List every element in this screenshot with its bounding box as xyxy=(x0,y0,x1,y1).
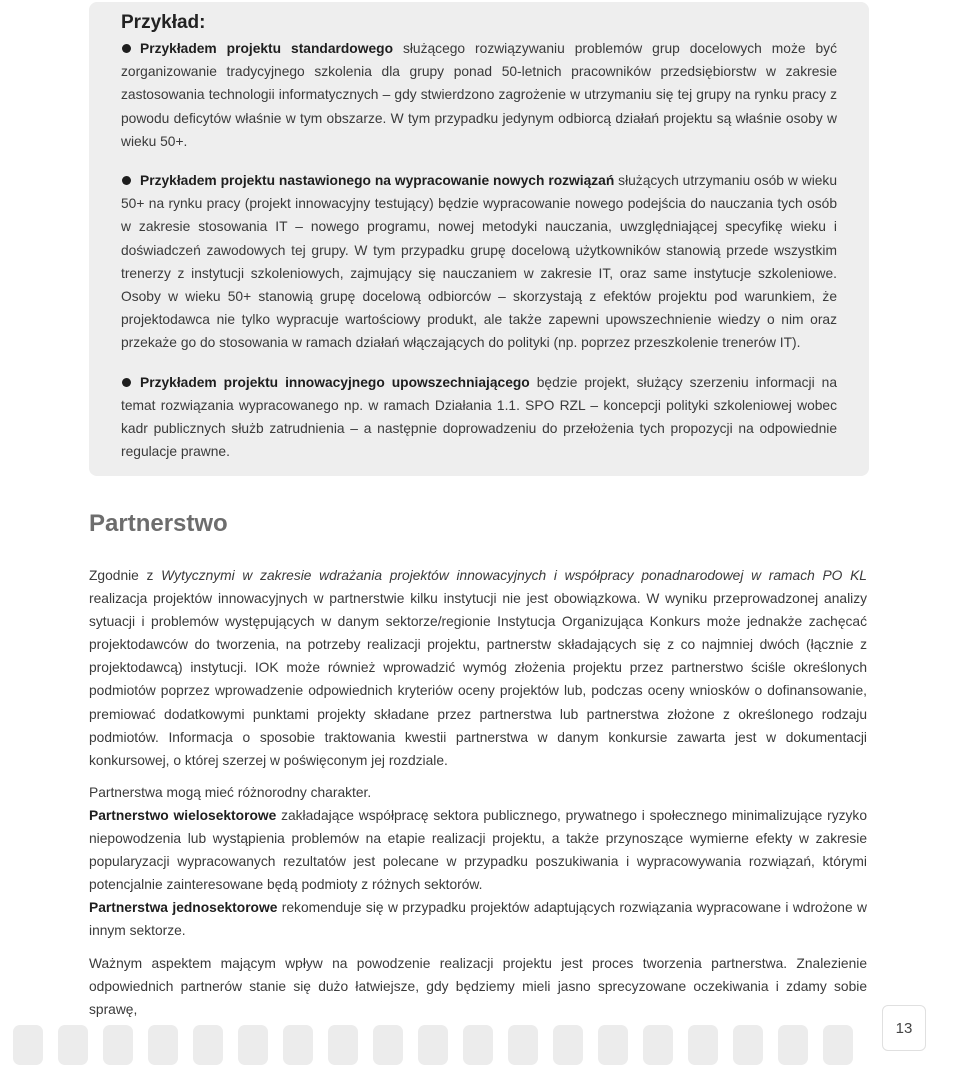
bullet-icon xyxy=(122,378,131,387)
multisector-term: Partnerstwo wielosektorowe xyxy=(89,807,277,823)
closing-paragraph: Ważnym aspektem mającym wpływ na powodzenie realizacji projektu jest proces tworzenia partnerstwa. Znalezienie odpowiednich partnerów stanie się dużo łatwiejsze, gdy będziemy mieli jasno sprecyzowane oczekiwania i zdamy sobie sprawę, xyxy=(89,955,867,1017)
footer-tab-square xyxy=(553,1025,583,1065)
footer-tab-square xyxy=(148,1025,178,1065)
example-item-bold: Przykładem projektu nastawionego na wypracowanie nowych rozwiązań xyxy=(140,173,615,189)
footer-tab-square xyxy=(58,1025,88,1065)
footer-tab-square xyxy=(238,1025,268,1065)
intro-rest: realizacja projektów innowacyjnych w partnerstwie kilku instytucji nie jest obowiązkowa. W wyniku przeprowadzonej analizy sytuacji i problemów występujących w danym sektorze/regionie Instytucja Organizująca Konkurs może jednakże zachęcać projektodawców do tworzenia, na potrzeby realizacji projektu, partnerstw składających się z co najmniej dwóch (łącznie z projektodawcą) instytucji. IOK może również wprowadzić wymóg złożenia projektu przez partnerstwo ściśle określonych podmiotów poprzez wprowadzenie odpowiednich kryteriów oceny projektów lub, podczas oceny wniosków o dofinansowanie, premiować dodatkowymi punktami projekty składane przez partnerstwa lub partnerstwa złożone z określonego rodzaju podmiotów. Informacja o sposobie traktowania kwestii partnerstwa w danym konkursie zawarta jest w dokumentacji konkursowej, o której szerzej w poświęconym jej rozdziale. xyxy=(89,591,867,768)
footer-tab-square xyxy=(373,1025,403,1065)
example-item-standard xyxy=(121,37,837,153)
single-sector-text: rekomenduje się w przypadku projektów adaptujących rozwiązania wypracowane i wdrożone w innym sektorze. xyxy=(89,900,867,939)
multisector-paragraph xyxy=(89,804,867,896)
footer-tab-square xyxy=(283,1025,313,1065)
intro-guidelines-title: Wytycznymi w zakresie wdrażania projektów innowacyjnych i współpracy ponadnarodowej w ramach PO KL xyxy=(161,568,867,583)
example-box xyxy=(89,2,869,476)
intro-paragraph xyxy=(89,564,867,772)
example-item-text: będzie projekt, służący szerzeniu informacji na temat rozwiązania wypracowanego np. w ramach Działania 1.1. SPO RZL – koncepcji polityki szkoleniowej wobec kadr publicznych służb zatrudnienia – a następnie doprowadzeniu do przełożenia tych propozycji na odpowiednie regulacje prawne. xyxy=(121,374,838,460)
footer-tab-square xyxy=(328,1025,358,1065)
example-item-text: służących utrzymaniu osób w wieku 50+ na rynku pracy (projekt innowacyjny testujący) będzie wypracowanie nowego podejścia do nauczania tych osób w zakresie stosowania IT – nowego programu, nowej metodyki nauczania, uwzględniającej specyfikę wieku i doświadczeń zawodowych tej grupy. W tym przypadku grupę docelową użytkowników stanowią przede wszystkim trenerzy z instytucji szkoleniowych, zajmujący się nauczaniem w zakresie IT, oraz same instytucje szkoleniowe. Osoby w wieku 50+ stanowią grupę docelową odbiorców – skorzystają z efektów projektu pod warunkiem, że projektodawca nie tylko wypracuje wartościowy produkt, ale także zapewni upowszechnienie wiedzy o nim oraz przekaże go do stosowania w ramach działań włączających do polityki (np. poprzez przeszkolenie trenerów IT). xyxy=(121,173,838,351)
example-item-bold: Przykładem projektu standardowego xyxy=(140,41,393,56)
multisector-text: zakładające współpracę sektora publicznego, prywatnego i społecznego minimalizujące ryzyko niepowodzenia lub wystąpienia problemów na etapie realizacji projektu, a także przynoszące wymierne efekty w zakresie popularyzacji wypracowanych rezultatów jest polecane w przypadku poszukiwania i wypracowywania rozwiązań, którymi potencjalnie zainteresowane będą podmioty z różnych sektorów. xyxy=(89,807,867,893)
footer-tab-square xyxy=(103,1025,133,1065)
page-number: 13 xyxy=(882,1005,926,1051)
footer-tab-square xyxy=(823,1025,853,1065)
single-sector-term: Partnerstwa jednosektorowe xyxy=(89,900,278,916)
example-item-dissemination xyxy=(121,371,837,464)
footer-tab-square xyxy=(643,1025,673,1065)
example-item-bold: Przykładem projektu innowacyjnego upowszechniającego xyxy=(140,374,530,390)
footer-tab-square xyxy=(688,1025,718,1065)
footer-tabs-bar xyxy=(0,1025,960,1063)
body-text xyxy=(89,564,867,1021)
example-item-new-solutions xyxy=(121,169,837,355)
example-heading: Przykład: xyxy=(121,12,206,33)
footer-tab-square xyxy=(13,1025,43,1065)
bullet-icon xyxy=(122,176,131,185)
intro-lead: Zgodnie z xyxy=(89,568,162,583)
footer-tab-square xyxy=(463,1025,493,1065)
footer-tab-square xyxy=(508,1025,538,1065)
footer-tab-square xyxy=(733,1025,763,1065)
footer-tab-square xyxy=(598,1025,628,1065)
example-item-text: służącego rozwiązywaniu problemów grup docelowych może być zorganizowanie tradycyjnego szkolenia dla grupy ponad 50-letnich pracowników przedsiębiorstw w zakresie zastosowania technologii informatycznych – gdy stwierdzono zagrożenie w utrzymaniu się tej grupy na rynku pracy z powodu deficytów właśnie w tym obszarze. W tym przypadku jedynym odbiorcą działań projektu są właśnie osoby w wieku 50+. xyxy=(121,41,837,149)
footer-tab-square xyxy=(418,1025,448,1065)
section-title: Partnerstwo xyxy=(89,510,228,537)
footer-tab-square xyxy=(778,1025,808,1065)
types-intro-paragraph: Partnerstwa mogą mieć różnorodny charakter. xyxy=(89,784,372,800)
single-sector-paragraph xyxy=(89,896,867,942)
footer-tab-square xyxy=(193,1025,223,1065)
bullet-icon xyxy=(122,44,131,53)
